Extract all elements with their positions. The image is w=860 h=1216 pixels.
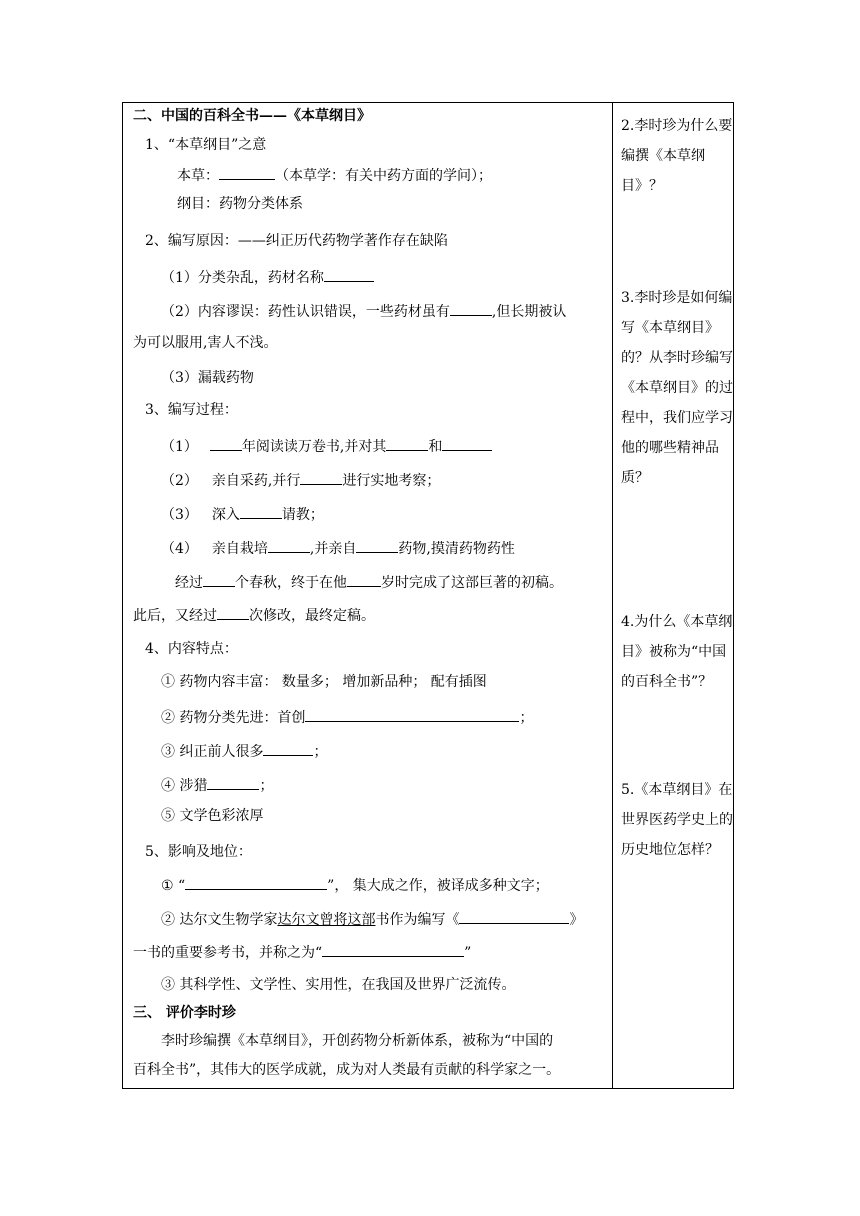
reason-1: [161, 267, 374, 287]
process-3-text: 深入: [211, 507, 240, 523]
point-4-title: 4、内容特点：: [145, 641, 238, 657]
feature-2-tail: ；: [519, 710, 534, 726]
blank: [386, 436, 428, 451]
blank: [322, 942, 464, 957]
question-4: 4.为什么《本草纲目》被称为“中国的百科全书”？: [621, 614, 733, 690]
impact-3: ③ 其科学性、文学性、实用性，在我国及世界广泛流传。: [161, 977, 516, 993]
evaluation-line-1: 李时珍编撰《本草纲目》，开创药物分析新体系，被称为“中国的: [161, 1033, 554, 1049]
blank: [450, 301, 492, 316]
impact-1: [161, 875, 549, 895]
impact-2-close: 》: [569, 912, 584, 928]
feature-4-text: ④ 涉猎: [161, 778, 208, 794]
impact-2: [161, 909, 583, 929]
feature-3: [161, 741, 327, 761]
blank: [240, 504, 282, 519]
bencao-line: [177, 165, 492, 185]
blank: [459, 909, 569, 924]
feature-3-text: ③ 纠正前人很多: [161, 744, 264, 760]
process-1-text: 年阅读读万卷书,并对其: [241, 439, 387, 455]
process-1-number: （1）: [161, 439, 198, 455]
blank: [268, 538, 310, 553]
impact-2-mid: 书作为编写《: [375, 912, 460, 928]
process-4-number: （4）: [161, 541, 198, 557]
content-column: [123, 103, 612, 1088]
reason-3: （3）漏载药物: [161, 370, 254, 386]
process-2-tail: 进行实地考察；: [342, 473, 441, 489]
point-2-title: 2、编写原因：——纠正历代药物学著作存在缺陷: [145, 233, 448, 249]
reason-1-text: （1）分类杂乱，药材名称: [161, 270, 324, 286]
impact-1-text: ”， 集大成之作，被译成多种文字；: [327, 878, 549, 894]
feature-4: [161, 775, 273, 795]
blank: [203, 572, 235, 587]
evaluation-line-2: 百科全书”，其伟大的医学成就，成为对人类最有贡献的科学家之一。: [133, 1062, 561, 1078]
impact-2-continued: [133, 942, 471, 962]
feature-1: ① 药物内容丰富： 数量多； 增加新品种； 配有插图: [161, 674, 487, 690]
process-2-number: （2）: [161, 473, 198, 489]
point-5-title: 5、影响及地位：: [145, 844, 252, 860]
feature-2-text: ② 药物分类先进：首创: [161, 710, 306, 726]
process-4: [161, 538, 515, 558]
process-summary: [175, 572, 563, 592]
point-3-title: 3、编写过程：: [145, 402, 238, 418]
process-3-number: （3）: [161, 507, 198, 523]
reason-2-text: （2）内容谬误：药性认识错误，一些药材虽有: [161, 304, 450, 320]
process-4-mid: ,并亲自: [309, 541, 357, 557]
reason-2-tail: ,但长期被认: [491, 304, 567, 320]
reason-2: [161, 301, 566, 321]
process-1: [161, 436, 492, 456]
bencao-label: 本草：: [177, 168, 219, 184]
gangmu-line: 纲目：药物分类体系: [177, 196, 303, 212]
blank: [263, 741, 313, 756]
impact-2-underlined: 达尔文曾将这部: [277, 912, 376, 928]
process-4-tail: 药物,摸清药物药性: [398, 541, 515, 557]
reason-2-continued: 为可以服用,害人不浅。: [133, 335, 278, 351]
section-3-heading: 三、 评价李时珍: [133, 1005, 236, 1021]
worksheet-table: [122, 102, 734, 1089]
questions-column: [613, 103, 735, 1088]
feature-2: [161, 707, 533, 727]
question-5: 5.《本草纲目》在世界医药学史上的历史地位怎样？: [621, 782, 733, 858]
blank: [347, 572, 381, 587]
process-summary-continued: [133, 605, 375, 625]
point-1-title: 1、“本草纲目”之意: [145, 137, 267, 153]
question-3: 3.李时珍是如何编写《本草纲目》的？从李时珍编写《本草纲目》的过程中，我们应学习他的哪些精神品质？: [621, 290, 733, 486]
impact-2-cont-text: 一书的重要参考书，并称之为“: [133, 945, 323, 961]
blank: [305, 707, 519, 722]
process-2-text: 亲自采药,并行: [211, 473, 301, 489]
blank: [219, 165, 275, 180]
blank: [442, 436, 492, 451]
blank: [217, 605, 249, 620]
summary-text-c: 岁时完成了这部巨著的初稿。: [381, 575, 563, 591]
blank: [300, 470, 342, 485]
summary-text-b: 个春秋，终于在他: [235, 575, 347, 591]
summary-text-d: 此后，又经过: [133, 608, 217, 624]
blank: [185, 875, 327, 890]
summary-text-e: 次修改，最终定稿。: [249, 608, 375, 624]
blank: [356, 538, 398, 553]
summary-text-a: 经过: [175, 575, 203, 591]
impact-2-cont-close: ”: [464, 945, 472, 961]
blank: [207, 775, 259, 790]
process-2: [161, 470, 440, 490]
feature-4-tail: ；: [259, 778, 274, 794]
process-4-text: 亲自栽培: [211, 541, 268, 557]
process-1-and: 和: [428, 439, 443, 455]
impact-1-open: ① “: [161, 878, 186, 894]
process-3-tail: 请教；: [281, 507, 324, 523]
section-2-heading: 二、中国的百科全书——《本草纲目》: [133, 108, 371, 124]
blank: [324, 267, 374, 282]
process-3: [161, 504, 324, 524]
blank: [210, 436, 242, 451]
impact-2-text: ② 达尔文生物学家: [161, 912, 278, 928]
question-2: 2.李时珍为什么要编撰《本草纲目》？: [621, 118, 733, 194]
feature-5: ⑤ 文学色彩浓厚: [161, 808, 264, 824]
bencao-note: （本草学：有关中药方面的学问）；: [275, 168, 492, 184]
feature-3-tail: ；: [313, 744, 328, 760]
